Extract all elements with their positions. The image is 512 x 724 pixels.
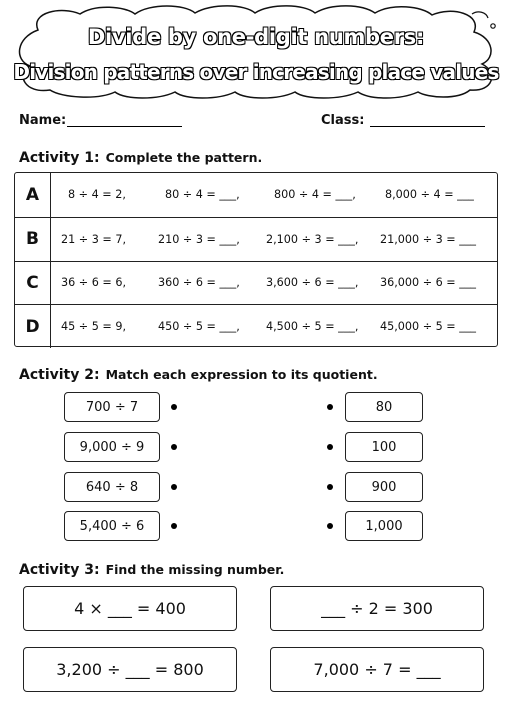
missing-number-problem[interactable]: 7,000 ÷ 7 = ___ [270, 647, 484, 692]
activity1-number: Activity 1: [19, 150, 100, 166]
match-quotient[interactable]: 100 [345, 432, 423, 462]
pattern-cell[interactable]: 4,500 ÷ 5 = ___, [266, 320, 359, 334]
pattern-cell[interactable]: 45,000 ÷ 5 = ___ [380, 320, 477, 334]
activity1-instruction: Complete the pattern. [105, 150, 263, 165]
pattern-cell[interactable]: 2,100 ÷ 3 = ___, [266, 232, 359, 246]
pattern-cell[interactable]: 360 ÷ 6 = ___, [158, 276, 240, 290]
activity1-heading [19, 147, 262, 166]
pattern-row [15, 217, 497, 261]
match-dot-right[interactable] [327, 404, 333, 410]
worksheet-title: Divide by one-digit numbers: [87, 25, 425, 49]
pattern-row [15, 261, 497, 305]
activity3-number: Activity 3: [19, 562, 100, 578]
match-expression[interactable]: 5,400 ÷ 6 [64, 511, 160, 541]
match-dot-left[interactable] [171, 404, 177, 410]
pattern-cell[interactable]: 8,000 ÷ 4 = ___ [385, 188, 474, 202]
row-letter: B [15, 218, 51, 261]
pattern-row [15, 304, 497, 348]
pattern-cell[interactable]: 210 ÷ 3 = ___, [158, 232, 240, 246]
match-expression[interactable]: 700 ÷ 7 [64, 392, 160, 422]
match-expression[interactable]: 9,000 ÷ 9 [64, 432, 160, 462]
activity3-heading [19, 559, 284, 578]
match-dot-right[interactable] [327, 484, 333, 490]
pattern-cell[interactable]: 80 ÷ 4 = ___, [165, 188, 240, 202]
worksheet-subtitle: Division patterns over increasing place values [13, 60, 499, 84]
missing-number-problem[interactable]: 4 × ___ = 400 [23, 586, 237, 631]
pattern-cell: 21 ÷ 3 = 7, [61, 232, 127, 246]
pattern-cell[interactable]: 3,600 ÷ 6 = ___, [266, 276, 359, 290]
activity2-instruction: Match each expression to its quotient. [105, 367, 378, 382]
row-letter: D [15, 305, 51, 348]
class-label: Class: [321, 113, 365, 128]
match-dot-left[interactable] [171, 444, 177, 450]
pattern-cell[interactable]: 450 ÷ 5 = ___, [158, 320, 240, 334]
title-cloud-banner [0, 0, 512, 100]
match-dot-right[interactable] [327, 523, 333, 529]
row-letter: C [15, 262, 51, 305]
missing-number-problem[interactable]: ___ ÷ 2 = 300 [270, 586, 484, 631]
activity2-number: Activity 2: [19, 367, 100, 383]
pattern-table [14, 172, 498, 347]
pattern-cell: 8 ÷ 4 = 2, [68, 188, 126, 202]
name-field[interactable] [67, 126, 182, 127]
match-dot-left[interactable] [171, 484, 177, 490]
match-dot-left[interactable] [171, 523, 177, 529]
class-field[interactable] [370, 126, 485, 127]
match-quotient[interactable]: 900 [345, 472, 423, 502]
match-quotient[interactable]: 80 [345, 392, 423, 422]
pattern-cell: 45 ÷ 5 = 9, [61, 320, 127, 334]
pattern-cell[interactable]: 800 ÷ 4 = ___, [274, 188, 356, 202]
missing-number-problem[interactable]: 3,200 ÷ ___ = 800 [23, 647, 237, 692]
pattern-cell: 36 ÷ 6 = 6, [61, 276, 127, 290]
activity2-heading [19, 364, 378, 383]
match-dot-right[interactable] [327, 444, 333, 450]
match-quotient[interactable]: 1,000 [345, 511, 423, 541]
pattern-cell[interactable]: 21,000 ÷ 3 = ___ [380, 232, 477, 246]
activity3-instruction: Find the missing number. [105, 562, 285, 577]
name-label: Name: [19, 113, 67, 128]
pattern-row [15, 173, 497, 217]
match-expression[interactable]: 640 ÷ 8 [64, 472, 160, 502]
pattern-cell[interactable]: 36,000 ÷ 6 = ___ [380, 276, 477, 290]
row-letter: A [15, 173, 51, 217]
